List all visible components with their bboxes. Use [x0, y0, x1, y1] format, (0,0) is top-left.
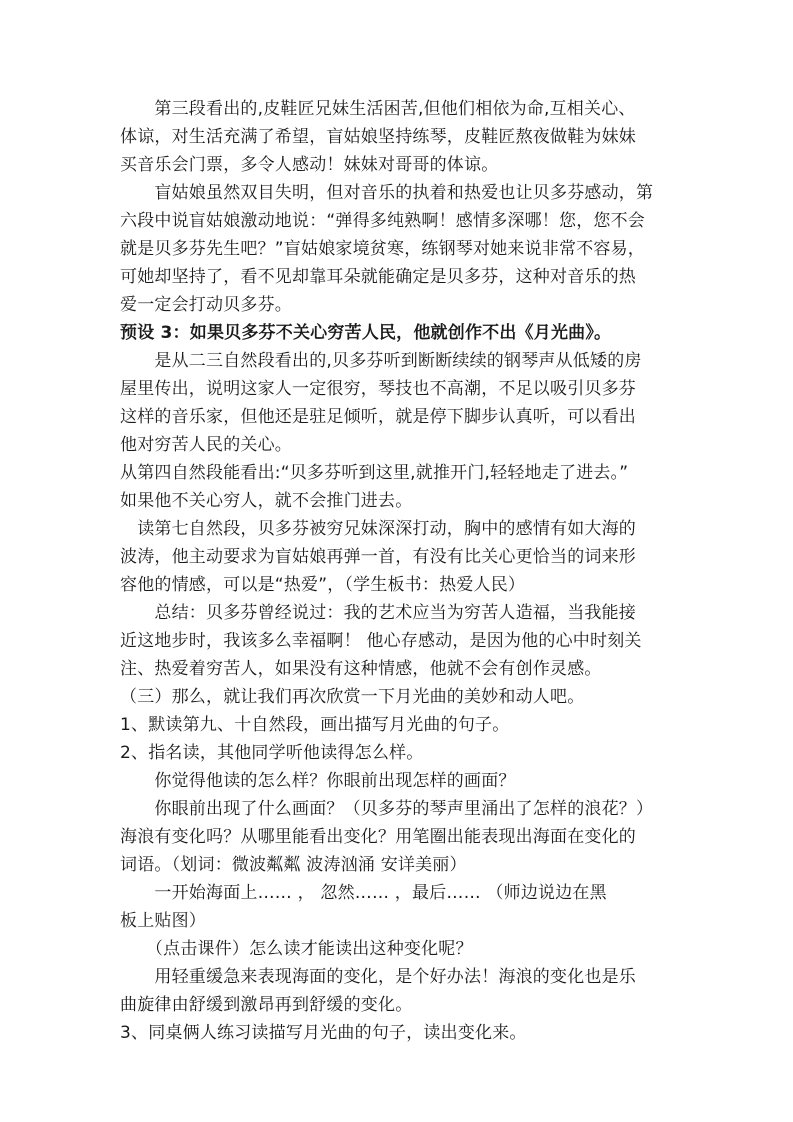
- text-line: 第三段看出的,皮鞋匠兄妹生活困苦,但他们相依为命,互相关心、: [120, 99, 636, 119]
- text-line: （三）那么，就让我们再次欣赏一下月光曲的美妙和动人吧。: [120, 687, 585, 707]
- text-line: 你眼前出现了什么画面？（贝多芬的琴声里涌出了怎样的浪花？）: [120, 799, 654, 819]
- text-line: 就是贝多芬先生吧？”盲姑娘家境贫寒，练钢琴对她来说非常不容易，: [120, 239, 646, 259]
- text-line: 2、指名读，其他同学听他读得怎么样。: [120, 743, 424, 763]
- text-line: 容他的情感，可以是“热爱”，（学生板书：热爱人民）: [120, 575, 526, 595]
- text-line: 一开始海面上…… ， 忽然…… ，最后…… （师边说边在黑: [120, 883, 607, 903]
- text-line: 如果他不关心穷人，就不会推门进去。: [120, 491, 413, 511]
- text-line: 用轻重缓急来表现海面的变化，是个好办法！海浪的变化也是乐: [120, 967, 636, 987]
- text-line: 买音乐会门票，多令人感动！妹妹对哥哥的体谅。: [120, 155, 499, 175]
- text-line: 波涛，他主动要求为盲姑娘再弹一首，有没有比关心更恰当的词来形: [120, 547, 636, 567]
- text-line: 1、默读第九、十自然段，画出描写月光曲的句子。: [120, 715, 510, 735]
- text-line: 板上贴图）: [120, 911, 206, 931]
- text-line: 海浪有变化吗？从哪里能看出变化？用笔圈出能表现出海面在变化的: [120, 827, 636, 847]
- text-line: 六段中说盲姑娘激动地说：“弹得多纯熟啊！感情多深哪！您，您不会: [120, 211, 646, 231]
- text-line: 屋里传出，说明这家人一定很穷，琴技也不高潮，不足以吸引贝多芬: [120, 379, 636, 399]
- text-line: 盲姑娘虽然双目失明，但对音乐的执着和热爱也让贝多芬感动，第: [120, 183, 654, 203]
- text-line: 3、同桌俩人练习读描写月光曲的句子，读出变化来。: [120, 1023, 527, 1043]
- text-line: 近这地步时，我该多么幸福啊！ 他心存感动，是因为他的心中时刻关: [120, 631, 642, 651]
- text-line: 读第七自然段，贝多芬被穷兄妹深深打动，胸中的感情有如大海的: [120, 519, 636, 539]
- text-line: 可她却坚持了，看不见却靠耳朵就能确定是贝多芬，这种对音乐的热: [120, 267, 636, 287]
- text-line: （点击课件）怎么读才能读出这种变化呢？: [120, 939, 473, 959]
- text-line: 从第四自然段能看出:“贝多芬听到这里,就推开门,轻轻地走了进去。”: [120, 463, 629, 483]
- text-line: 曲旋律由舒缓到激昂再到舒缓的变化。: [120, 995, 413, 1015]
- section-heading: 预设 3：如果贝多芬不关心穷苦人民，他就创作不出《月光曲》。: [120, 323, 612, 343]
- text-line: 是从二三自然段看出的,贝多芬听到断断续续的钢琴声从低矮的房: [120, 351, 642, 371]
- text-line: 总结：贝多芬曾经说过：我的艺术应当为穷苦人造福，当我能接: [120, 603, 636, 623]
- text-line: 词语。（划词：微波粼粼 波涛汹涌 安详美丽）: [120, 855, 467, 875]
- text-line: 你觉得他读的怎么样？你眼前出现怎样的画面？: [120, 771, 516, 791]
- text-line: 爱一定会打动贝多芬。: [120, 295, 292, 315]
- text-line: 注、热爱着穷苦人，如果没有这种情感，他就不会有创作灵感。: [120, 659, 602, 679]
- text-line: 这样的音乐家，但他还是驻足倾听，就是停下脚步认真听，可以看出: [120, 407, 636, 427]
- text-line: 体谅，对生活充满了希望，盲姑娘坚持练琴，皮鞋匠熬夜做鞋为妹妹: [120, 127, 636, 147]
- text-line: 他对穷苦人民的关心。: [120, 435, 292, 455]
